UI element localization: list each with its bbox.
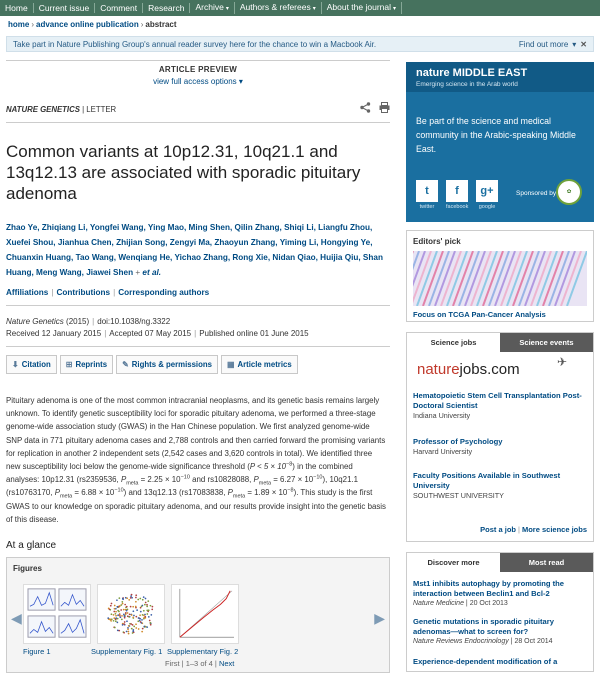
nav-item-comment[interactable] xyxy=(95,3,143,13)
rights-button-label: Rights & permissions xyxy=(131,360,212,369)
author-list xyxy=(6,220,384,280)
chevron-down-icon: ▾ xyxy=(312,6,316,12)
meta-subscript: meta xyxy=(258,480,272,487)
nav-item-research[interactable] xyxy=(143,3,190,13)
pager-first[interactable]: First xyxy=(165,659,180,669)
doi: doi:10.1038/ng.3322 xyxy=(97,317,171,326)
twitter-icon[interactable]: t xyxy=(416,180,438,202)
figures-carousel xyxy=(6,557,390,673)
nav-item-label: Current issue xyxy=(38,3,90,13)
supplementary-fig-1-thumbnail[interactable] xyxy=(97,584,165,644)
p-symbol: P xyxy=(120,475,127,485)
nature-middle-east-ad[interactable] xyxy=(406,62,594,222)
breadcrumb: home › advance online publication › abstract xyxy=(8,20,177,29)
science-jobs-panel xyxy=(406,332,594,542)
abstract-value: = 1.89 × 10 xyxy=(245,488,288,498)
abstract-exponent: −10 xyxy=(313,474,323,481)
affiliations-link[interactable]: Affiliations xyxy=(6,288,49,297)
divider xyxy=(6,346,390,347)
abstract-value: = 6.88 × 10 xyxy=(72,488,115,498)
download-icon: ⬇ xyxy=(12,360,19,369)
article-preview-label: ARTICLE PREVIEW xyxy=(158,65,238,74)
published-date: Published online 01 June 2015 xyxy=(199,329,309,338)
corresponding-authors-link[interactable]: Corresponding authors xyxy=(118,288,210,297)
discover-item[interactable]: Genetic mutations in sporadic pituitary adenomas—what to screen for? Nature Reviews Endocrinology | 28 Oct 2014 xyxy=(413,617,589,647)
figure-caption[interactable]: Supplementary Fig. 2 xyxy=(167,647,239,657)
close-icon[interactable]: ✕ xyxy=(580,39,587,49)
pager-range: 1–3 of 4 xyxy=(185,659,213,669)
metrics-icon: ▦ xyxy=(226,360,235,369)
nav-item-about-the-journal[interactable] xyxy=(322,2,402,14)
nav-item-label: About the journal xyxy=(326,2,392,12)
pager-next[interactable]: Next xyxy=(218,659,235,669)
abstract-text: ), 10q21.1 (rs10763170, xyxy=(6,475,359,498)
abstract-value: = 2.25 × 10 xyxy=(138,475,181,485)
job-org: Harvard University xyxy=(413,447,473,456)
abstract-text: Pituitary adenoma is one of the most common intracranial neoplasms, and its genetic basis remains largely unknown. To identify genetic susceptibility loci for sporadic pituitary adenoma, we performed a three-stage genome-wide association study (GWAS) in the Han Chinese population. We first analyzed genome-wide SNP data in 771 pituitary adenoma cases and 2,788 controls and then carried forward the promising variants for replication in another 2 independent sets (2,542 cases and 3,620 controls in total). We identified three new susceptibility loci below the genome-wide significance threshold ( xyxy=(6,396,386,472)
find-out-more-link[interactable]: Find out more xyxy=(518,39,569,49)
tab-science-events[interactable]: Science events xyxy=(500,333,593,352)
citation-button[interactable] xyxy=(6,355,57,374)
abstract-text: ). This study is the first GWAS to our knowledge on sporadic pituitary adenoma, and our results provide insight into the genetic basis of this disease. xyxy=(6,488,386,524)
discover-item[interactable]: Mst1 inhibits autophagy by promoting the interaction between Beclin1 and Bcl-2 Nature Medicine | 20 Oct 2013 xyxy=(413,579,589,609)
abstract-value: = 6.27 × 10 xyxy=(271,475,314,485)
author-names[interactable]: Zhao Ye, Zhiqiang Li, Yongfei Wang, Ying Mao, Ming Shen, Qilin Zhang, Shiqi Li, Liangfu Zhou, Xuefei Shou, Jianhua Chen, Zhijian Song, Zengyi Ma, Zhaoyun Zhang, Yiming Li, Hongying Ye, Chuanxin Huang, Tao Wang, Wenqiang He, Yichao Zhang, Rong Xie, Nidan Qiao, Huijia Qiu, Shan Huang, Meng Wang, Jiawei Shen xyxy=(6,223,383,277)
article-actions xyxy=(6,355,390,374)
meta-subscript: meta xyxy=(232,494,246,500)
article-metrics-button[interactable] xyxy=(221,355,298,374)
divider xyxy=(6,122,390,123)
sponsored-by-label: Sponsored by xyxy=(516,190,557,197)
divider xyxy=(6,60,390,61)
share-icon[interactable] xyxy=(360,102,371,116)
chevron-left-icon[interactable]: ◀ xyxy=(11,610,22,627)
nav-item-current-issue[interactable] xyxy=(34,3,96,13)
divider xyxy=(6,305,390,306)
abstract-text: and rs10828088, xyxy=(189,475,254,485)
reprints-button[interactable] xyxy=(60,355,113,374)
received-date: Received 12 January 2015 xyxy=(6,329,102,338)
chevron-down-icon: ▾ xyxy=(225,6,229,12)
editors-pick-image[interactable] xyxy=(413,251,587,306)
citation-button-label: Citation xyxy=(21,360,51,369)
job-title[interactable]: Hematopoietic Stem Cell Transplantation Post-Doctoral Scientist xyxy=(413,391,582,410)
et-al-link[interactable]: et al. xyxy=(142,268,162,277)
nav-item-label: Home xyxy=(5,3,28,13)
job-org: Indiana University xyxy=(413,411,471,420)
contributions-link[interactable]: Contributions xyxy=(56,288,111,297)
nav-item-home[interactable] xyxy=(0,3,34,13)
tab-most-read[interactable]: Most read xyxy=(500,553,593,572)
publication-info: Nature Genetics (2015) | doi:10.1038/ng.3322 Received 12 January 2015 | Accepted 07 May 2015 | Published online 01 June 2015 xyxy=(6,317,309,338)
tab-discover-more[interactable]: Discover more xyxy=(407,553,500,572)
breadcrumb-home[interactable]: home xyxy=(8,20,30,29)
abstract xyxy=(6,394,386,526)
top-navigation xyxy=(0,0,600,16)
editors-pick xyxy=(406,230,594,322)
job-org: SOUTHWEST UNIVERSITY xyxy=(413,491,504,500)
nav-item-label: Authors & referees xyxy=(239,2,311,12)
view-full-access-link[interactable]: view full access options xyxy=(153,77,237,86)
survey-text[interactable]: Take part in Nature Publishing Group's annual reader survey here for the chance to win a Macbook Air. xyxy=(13,39,377,49)
accepted-date: Accepted 07 May 2015 xyxy=(109,329,192,338)
abstract-exponent: −10 xyxy=(114,487,124,494)
discover-item[interactable] xyxy=(413,657,589,667)
p-symbol: P xyxy=(253,475,259,485)
author-links: Affiliations | Contributions | Corresponding authors xyxy=(6,288,210,297)
ad-text: Be part of the science and medical community in the Arabic-speaking Middle East. xyxy=(416,116,576,154)
more-science-jobs-link[interactable]: More science jobs xyxy=(521,525,587,534)
abstract-text: ) and 13q12.13 (rs17083838, xyxy=(123,488,228,498)
nature-middle-east-logo: nature MIDDLE EAST xyxy=(416,67,528,79)
print-icon[interactable] xyxy=(379,102,390,116)
chevron-down-icon[interactable]: ▾ xyxy=(236,77,243,86)
citation-year: (2015) xyxy=(66,317,90,326)
breadcrumb-section[interactable]: advance online publication xyxy=(36,20,139,29)
facebook-icon[interactable]: f xyxy=(446,180,468,202)
journal-line: NATURE GENETICS | LETTER xyxy=(6,102,390,116)
figure-1-thumbnail[interactable] xyxy=(23,584,91,644)
p-symbol: P xyxy=(227,488,233,498)
at-a-glance-heading: At a glance xyxy=(6,540,57,552)
job-item[interactable] xyxy=(413,437,589,457)
job-item[interactable] xyxy=(413,391,589,421)
nav-item-label: Research xyxy=(148,3,185,13)
job-item[interactable] xyxy=(413,471,589,501)
discover-title[interactable]: Experience-dependent modification of a xyxy=(413,657,558,666)
journal-name: NATURE GENETICS xyxy=(6,104,80,114)
twitter-label: twitter xyxy=(419,204,435,210)
discover-date: 20 Oct 2013 xyxy=(469,600,508,607)
post-a-job-link[interactable]: Post a job xyxy=(480,525,517,534)
breadcrumb-current: abstract xyxy=(145,20,177,29)
nav-item-authors-referees[interactable] xyxy=(235,2,322,14)
job-title[interactable]: Faculty Positions Available in Southwest University xyxy=(413,471,561,490)
cart-icon: ⊞ xyxy=(65,360,73,369)
rights-permissions-button[interactable] xyxy=(116,355,218,374)
nav-item-label: Archive xyxy=(195,2,224,12)
google-plus-icon[interactable]: g+ xyxy=(476,180,498,202)
wrench-icon: ✎ xyxy=(122,360,129,369)
discover-title[interactable]: Genetic mutations in sporadic pituitary adenomas—what to screen for? xyxy=(413,617,554,636)
reprints-button-label: Reprints xyxy=(75,360,108,369)
meta-subscript: meta xyxy=(126,480,139,487)
facebook-label: facebook xyxy=(446,204,469,210)
figure-pager: First | 1–3 of 4 | Next xyxy=(165,659,235,669)
naturejobs-logo[interactable] xyxy=(417,361,520,378)
metrics-button-label: Article metrics xyxy=(237,360,292,369)
job-title[interactable]: Professor of Psychology xyxy=(413,437,503,446)
article-title: Common variants at 10p12.31, 10q21.1 and 13q12.13 are associated with sporadic pituitary adenoma xyxy=(6,142,361,203)
chevron-right-icon[interactable]: ▶ xyxy=(374,610,385,627)
editors-pick-link[interactable]: Focus on TCGA Pan-Cancer Analysis xyxy=(413,310,546,319)
chevron-down-icon: ▾ xyxy=(393,6,397,12)
discover-panel xyxy=(406,552,594,672)
article-type: LETTER xyxy=(86,104,117,114)
supplementary-fig-2-thumbnail[interactable] xyxy=(171,584,239,644)
discover-date: 28 Oct 2014 xyxy=(514,638,553,645)
bird-icon: ✈ xyxy=(557,355,568,369)
p-symbol: P xyxy=(54,488,60,498)
discover-journal: Nature Reviews Endocrinology xyxy=(413,638,509,645)
abstract-value: P < 5 × 10 xyxy=(249,462,286,472)
nav-item-archive[interactable] xyxy=(190,2,234,14)
survey-banner xyxy=(6,36,594,52)
sidebar xyxy=(406,62,594,672)
naturejobs-logo-b: jobs.com xyxy=(459,361,520,378)
expand-icon[interactable]: + xyxy=(135,268,143,277)
abstract-exponent: −10 xyxy=(180,474,190,481)
citation-journal: Nature Genetics xyxy=(6,317,64,326)
figures-heading: Figures xyxy=(13,564,42,574)
google-label: google xyxy=(478,204,496,210)
figure-caption[interactable]: Supplementary Fig. 1 xyxy=(91,647,163,657)
naturejobs-logo-a: nature xyxy=(417,361,460,378)
ad-tagline: Emerging science in the Arab world xyxy=(416,81,518,88)
discover-journal: Nature Medicine xyxy=(413,600,464,607)
abstract-exponent: −8 xyxy=(285,461,293,468)
editors-pick-heading: Editors' pick xyxy=(413,237,461,246)
figure-caption[interactable]: Figure 1 xyxy=(23,647,51,657)
nav-item-label: Comment xyxy=(100,3,138,13)
chevron-down-icon[interactable]: ▾ xyxy=(572,39,577,49)
abstract-text: ) in the combined analyses: 10p12.31 (rs2359536, xyxy=(6,462,353,485)
jobs-footer: Post a job | More science jobs xyxy=(480,525,587,534)
discover-title[interactable]: Mst1 inhibits autophagy by promoting the interaction between Beclin1 and Bcl-2 xyxy=(413,579,565,598)
tab-science-jobs[interactable]: Science jobs xyxy=(407,333,500,352)
sponsor-seal-icon: ✿ xyxy=(556,179,582,205)
abstract-exponent: −8 xyxy=(287,487,294,494)
meta-subscript: meta xyxy=(59,494,73,500)
article xyxy=(6,60,390,673)
